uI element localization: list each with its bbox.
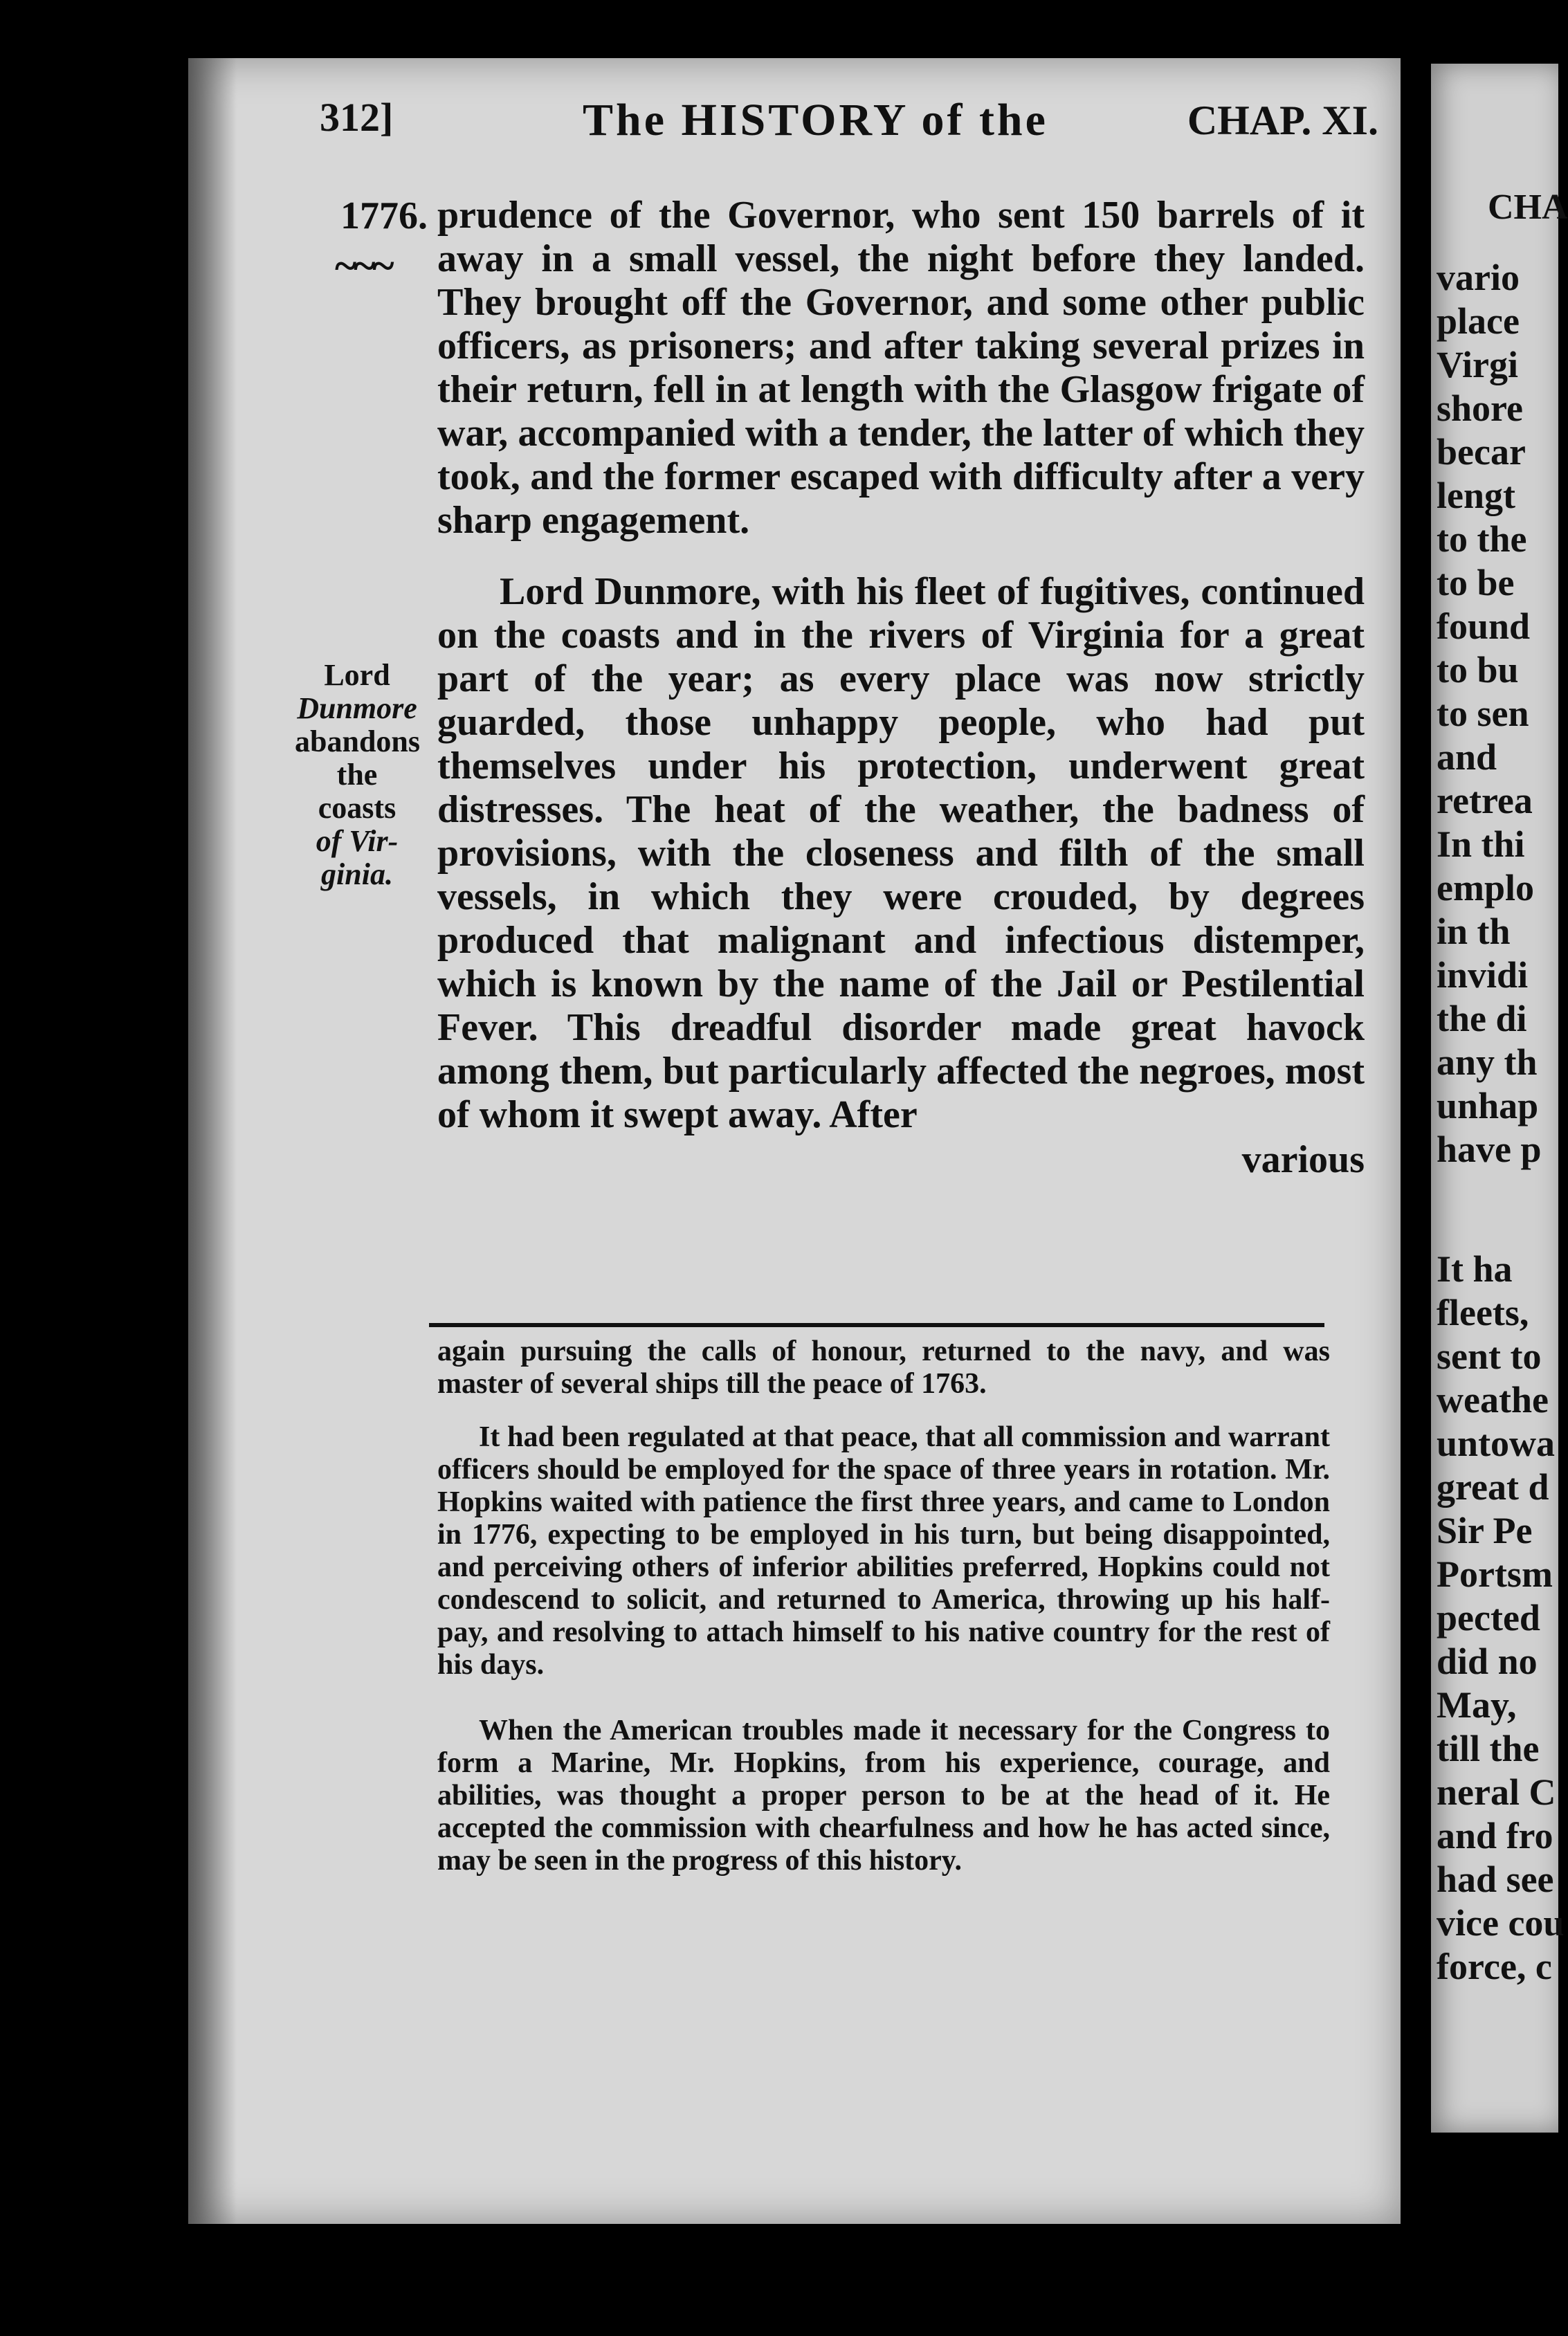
facing-page-text [1437,173,1565,1989]
facing-line: in th [1437,911,1511,952]
facing-line: retrea [1437,780,1533,821]
facing-line: fleets, [1437,1292,1529,1333]
facing-line: May, [1437,1684,1517,1726]
facing-line: to the [1437,518,1527,560]
sidenote-line: abandons [295,724,421,758]
footnote [437,1335,1330,1877]
facing-line: becar [1437,431,1526,473]
facing-line: It ha [1437,1248,1513,1290]
chapter-label: CHAP. XI. [1187,98,1378,143]
facing-line: to be [1437,562,1515,603]
facing-line: untowa [1437,1423,1556,1464]
facing-line: great d [1437,1466,1549,1508]
facing-line: the di [1437,998,1527,1039]
facing-line: till the [1437,1728,1540,1769]
facing-line: invidi [1437,954,1529,996]
facing-line: force, c [1437,1946,1552,1987]
footnote-paragraph: When the American troubles made it necessary for the Congress to form a Marine, Mr. Hopkins, from his experience, courage, and abilities, was thought a proper person to be at the head of it. He accepted the commission with chearfulness and how he has acted since, may be seen in the progress of this history. [437,1715,1330,1877]
footnote-paragraph: It had been regulated at that peace, that all commission and warrant officers should be employed for the space of three years in rotation. Mr. Hopkins waited with patience the first three years, and came to London in 1776, expecting to be employed in his turn, but being disappointed, and perceiving others of inferior abilities preferred, Hopkins could not condescend to solicit, and returned to America, throwing up his half-pay, and resolving to attach himself to his native country for the rest of his days. [437,1421,1330,1681]
facing-line: to bu [1437,649,1519,691]
facing-line: any th [1437,1041,1538,1083]
facing-line: shore [1437,387,1524,429]
facing-line: Sir Pe [1437,1510,1533,1551]
sidenote-line: of Vir- [316,824,399,858]
spacer [1437,1171,1558,1248]
facing-line: Virgi [1437,344,1518,385]
facing-line: weathe [1437,1379,1549,1421]
facing-line: lengt [1437,475,1515,516]
facing-line: had see [1437,1859,1554,1900]
spacer [1437,173,1558,256]
sidenote-line: Lord [324,658,390,692]
facing-line: Portsm [1437,1553,1553,1595]
facing-line: have p [1437,1129,1542,1170]
facing-line: pected [1437,1597,1540,1639]
page-number: 312] [320,95,394,140]
facing-line: found [1437,605,1531,647]
body-paragraph: prudence of the Governor, who sent 150 barrels of it away in a small vessel, the night before they landed. They brought off the Governor, and some other public officers, as prisoners; and after taking several prizes in their return, fell in at length with the Glasgow frigate of war, accompanied with a tender, the latter of which they took, and the former escaped with difficulty after a very sharp engagement. [437,194,1365,542]
facing-line: vario [1437,257,1520,298]
facing-line: to sen [1437,693,1529,734]
facing-line: did no [1437,1641,1538,1682]
catchword: various [1241,1138,1365,1181]
running-title: The HISTORY of the [583,95,1048,145]
margin-year: 1776. [340,194,428,237]
page-header [320,94,1378,170]
facing-line: place [1437,300,1520,342]
year-flourish: ~~~ [335,243,392,289]
facing-line: neral C [1437,1771,1556,1813]
footnote-paragraph: again pursuing the calls of honour, returned to the navy, and was master of several ships till the peace of 1763. [437,1335,1330,1400]
footnote-rule [429,1323,1324,1327]
facing-line: and [1437,736,1497,778]
sidenote-line: ginia. [321,857,393,891]
facing-line: unhap [1437,1085,1539,1126]
facing-page-header: CHA [1488,188,1568,227]
sidenote-line: Dunmore [297,691,417,725]
marginal-sidenote [295,659,419,891]
facing-line: In thi [1437,823,1525,865]
sidenote-line: the coasts [318,758,396,825]
facing-line: emplo [1437,867,1534,909]
main-text [437,194,1365,1182]
body-paragraph: Lord Dunmore, with his fleet of fugitives, continued on the coasts and in the rivers of Virginia for a great part of the year; as every place was now strictly guarded, those unhappy people, who had put themselves under his protection, underwent great distresses. The heat of the weather, the badness of provisions, with the closeness and filth of the small vessels, in which they were crouded, by degrees produced that malignant and infectious distemper, which is known by the name of the Jail or Pestilential Fever. This dreadful disorder made great havock among them, but particularly affected the negroes, most of whom it swept away. After [437,570,1365,1136]
facing-line: sent to [1437,1335,1542,1377]
facing-line: and fro [1437,1815,1553,1856]
facing-line: vice cou [1437,1902,1565,1944]
